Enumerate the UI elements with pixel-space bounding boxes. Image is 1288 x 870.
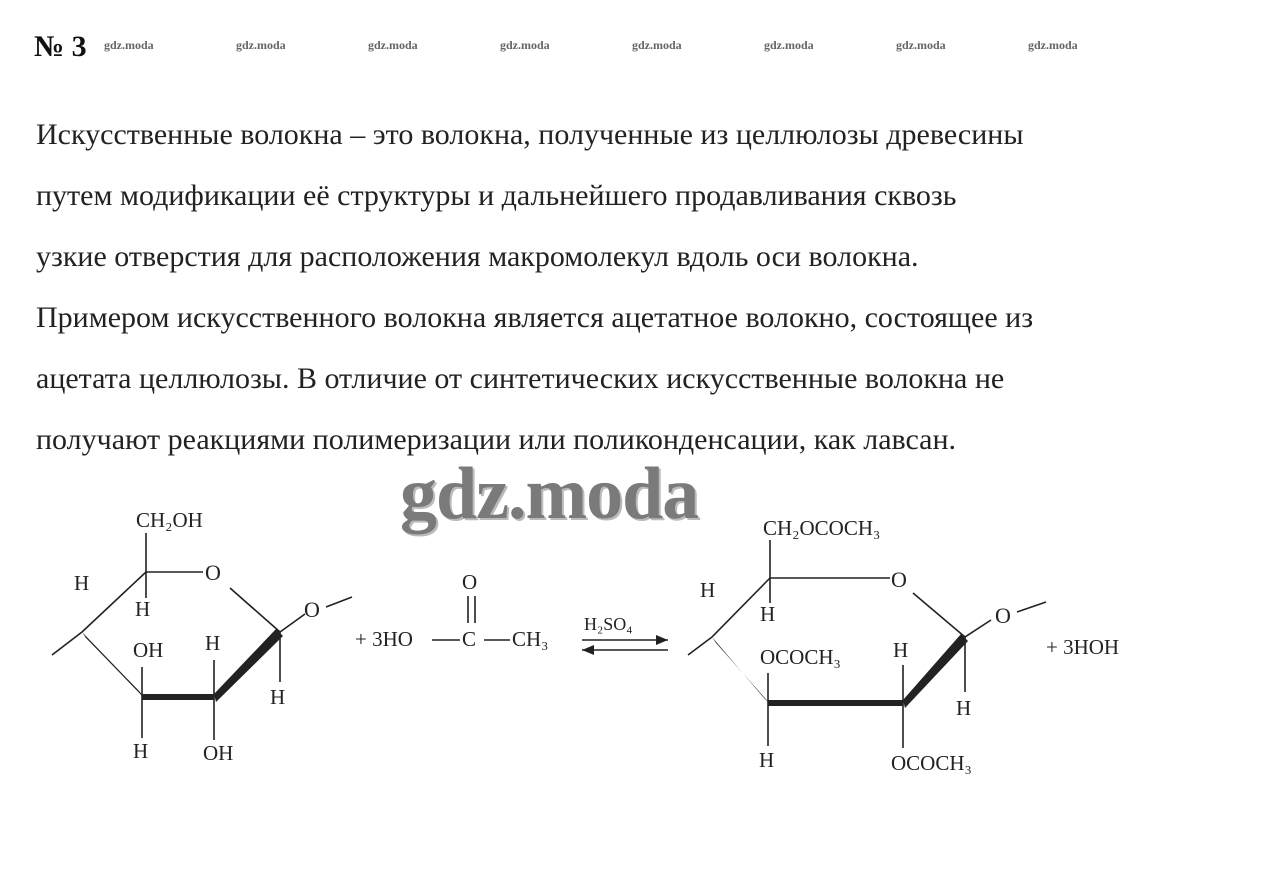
acetyl-cellulose-unit: [688, 540, 1046, 748]
watermark-small: gdz.moda: [236, 38, 286, 52]
h-label: H: [133, 739, 149, 763]
water-product-label: + 3HOH: [1046, 635, 1120, 659]
paragraph-line: ацетата целлюлозы. В отличие от синтетических искусственные волокна не: [36, 362, 1005, 395]
watermark-small: gdz.moda: [1028, 38, 1078, 52]
carbonyl-carbon-label: C: [462, 627, 477, 651]
paragraph-line: получают реакциями полимеризации или поликонденсации, как лавсан.: [36, 423, 957, 456]
hydroxyl-label: OH: [133, 638, 164, 662]
watermark-small: gdz.moda: [764, 38, 814, 52]
chain-bond: [688, 637, 712, 655]
reverse-arrowhead: [582, 645, 594, 655]
paragraph-line: путем модификации её структуры и дальнейшего продавливания сквозь: [36, 179, 957, 212]
ring-oxygen-label: O: [205, 560, 221, 585]
hydroxyl-label: OH: [203, 741, 234, 765]
glucose-unit: [52, 533, 352, 740]
acetate-group-label: OCOCH₃: [760, 645, 841, 669]
catalyst-label: H₂SO₄: [584, 614, 633, 634]
h-label: H: [205, 631, 221, 655]
acetate-group-label: OCOCH₃: [891, 751, 972, 775]
watermark-small: gdz.moda: [896, 38, 946, 52]
watermark-logo: gdz.moda: [400, 453, 699, 535]
h-label: H: [759, 748, 775, 772]
task-number: № 3: [34, 30, 87, 63]
h-label: H: [135, 597, 151, 621]
h-label: H: [760, 602, 776, 626]
forward-arrowhead: [656, 635, 668, 645]
methyl-label: CH₃: [512, 627, 549, 651]
paragraph-line: Примером искусственного волокна является ацетатное волокно, состоящее из: [36, 301, 1034, 334]
ch2-acetate-label: CH₂OCOCH₃: [763, 516, 881, 540]
h-label: H: [893, 638, 909, 662]
ring-bond: [230, 588, 280, 632]
carbonyl-oxygen-label: O: [462, 570, 478, 594]
h-label: H: [74, 571, 90, 595]
chain-bond: [1017, 602, 1046, 612]
glycosidic-oxygen-label: O: [995, 603, 1011, 628]
watermark-small: gdz.moda: [104, 38, 154, 52]
chain-bond: [326, 597, 352, 607]
ring-oxygen-label: O: [891, 567, 907, 592]
watermark-small: gdz.moda: [632, 38, 682, 52]
watermark-small: gdz.moda: [368, 38, 418, 52]
h-label: H: [700, 578, 716, 602]
chain-bond: [52, 632, 82, 655]
h-label: H: [270, 685, 286, 709]
watermark-small: gdz.moda: [500, 38, 550, 52]
glycosidic-oxygen-label: O: [304, 597, 320, 622]
paragraph-line: узкие отверстия для расположения макромолекул вдоль оси волокна.: [36, 240, 919, 273]
acetic-acid-prefix: + 3HO: [355, 627, 413, 651]
h-label: H: [956, 696, 972, 720]
ring-bond: [913, 593, 965, 637]
ch2oh-label: CH₂OH: [136, 508, 203, 532]
c1-o-bond: [280, 614, 305, 632]
paragraph-line: Искусственные волокна – это волокна, полученные из целлюлозы древесины: [36, 118, 1024, 151]
c1-o-bond: [965, 620, 991, 637]
